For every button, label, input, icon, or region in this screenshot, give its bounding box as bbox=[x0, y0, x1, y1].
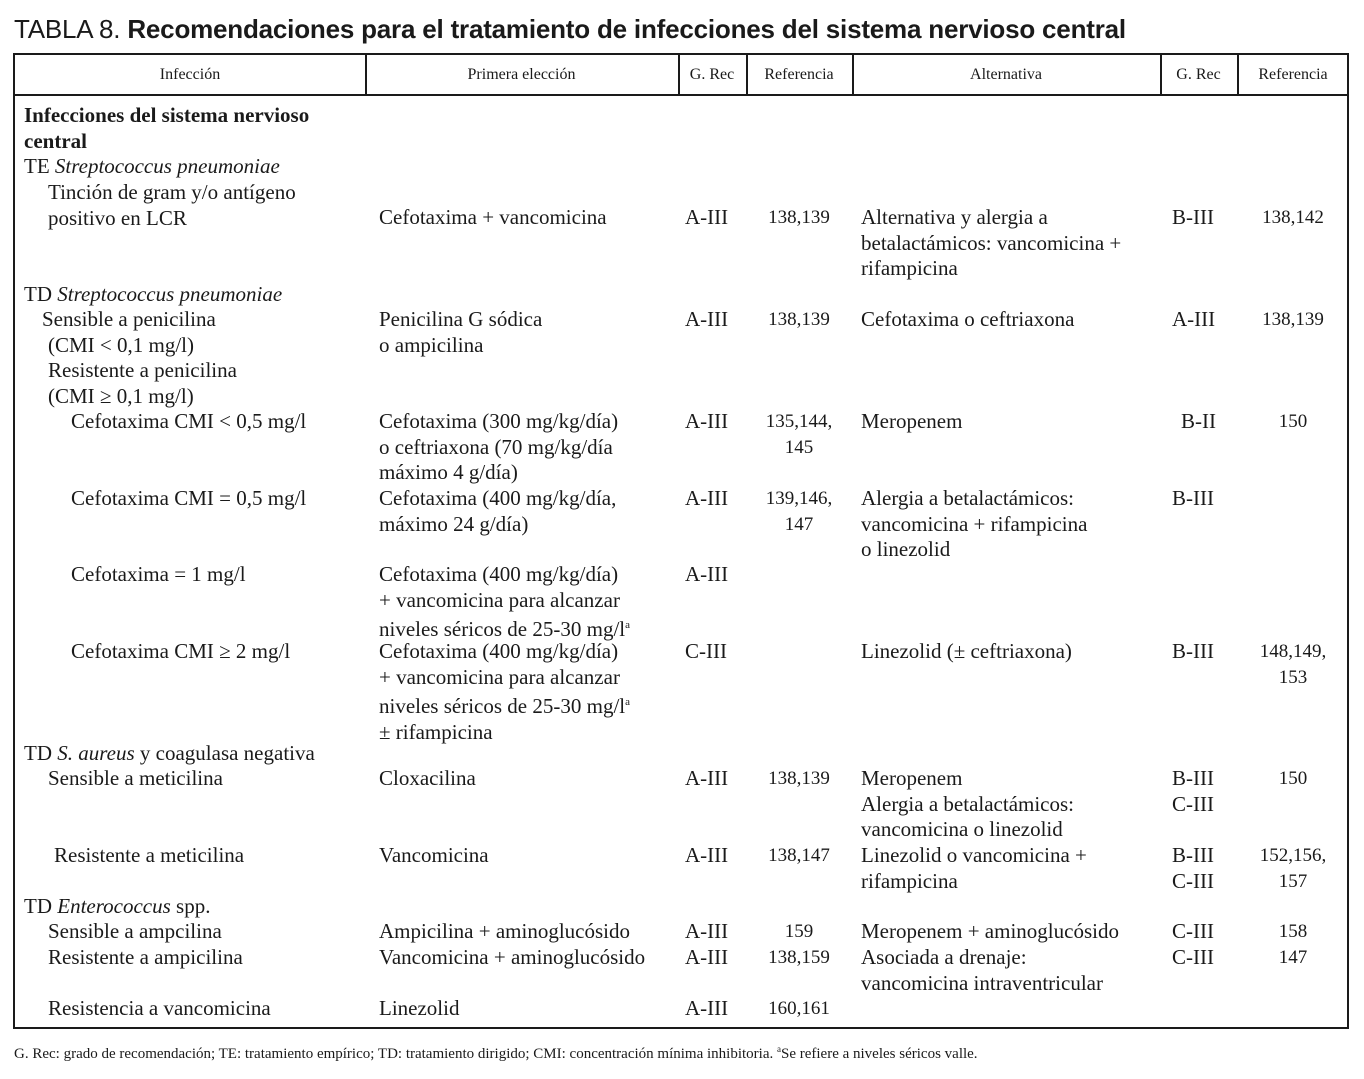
first-choice-cmi-ge-2: Cefotaxima (400 mg/kg/día) + vancomicina para alcanzar niveles séricos de 25-30 $mg/l^a$ ± rifampicina bbox=[379, 639, 631, 744]
ref-cmi-lt-05: 135,144, 145 bbox=[765, 411, 833, 458]
alt-grade-sensible-ampicilina: C-III bbox=[1172, 919, 1214, 943]
header-grado-rec: G. Rec bbox=[689, 66, 735, 83]
alt-ref-cmi-ge-2: 148,149, 153 bbox=[1259, 641, 1327, 688]
table-title bbox=[14, 14, 1126, 45]
infection-sensible-ampicilina: Sensible a ampcilina bbox=[48, 919, 222, 943]
first-choice-cmi-eq-05: Cefotaxima (400 mg/kg/día, máximo 24 g/día) bbox=[379, 486, 617, 536]
alt-ref-sensible-meticilina: 150 bbox=[1278, 768, 1308, 789]
infection-resistencia-vancomicina: Resistencia a vancomicina bbox=[48, 996, 271, 1020]
alternative-tincion: Alternativa y alergia a betalactámicos: vancomicina + rifampicina bbox=[861, 205, 1122, 280]
alternative-resistente-meticilina: Linezolid o vancomicina + rifampicina bbox=[861, 843, 1087, 893]
grade-cmi-lt-05: A-III bbox=[685, 409, 729, 433]
alt-grade-resistente-meticilina: B-III C-III bbox=[1172, 843, 1214, 893]
first-choice-sensible-penicilina: Penicilina G sódica o ampicilina bbox=[379, 307, 543, 357]
infection-cmi-1: Cefotaxima = 1 mg/l bbox=[71, 562, 246, 586]
infection-resistente-ampicilina: Resistente a ampicilina bbox=[48, 945, 243, 969]
infection-sensible-meticilina: Sensible a meticilina bbox=[48, 766, 223, 790]
alt-ref-tincion: 138,142 bbox=[1262, 207, 1324, 228]
table-number: TABLA 8. bbox=[14, 14, 121, 44]
alt-grade-resistente-ampicilina: C-III bbox=[1172, 945, 1214, 969]
ref-tincion: 138,139 bbox=[768, 207, 830, 228]
alt-grade-sensible-penicilina: A-III bbox=[1172, 307, 1216, 331]
grade-cmi-1: A-III bbox=[685, 562, 729, 586]
alt-ref-resistente-ampicilina: 147 bbox=[1278, 947, 1308, 968]
alt-grade-cmi-eq-05: B-III bbox=[1172, 486, 1214, 510]
ref-resistente-ampicilina: 138,159 bbox=[768, 947, 830, 968]
recommendations-table bbox=[13, 53, 1349, 1029]
grade-sensible-meticilina: A-III bbox=[685, 766, 729, 790]
alt-grade-cmi-ge-2: B-III bbox=[1172, 639, 1214, 663]
alt-grade-cmi-lt-05: B-II bbox=[1181, 409, 1216, 433]
section-title: Infecciones del sistema nervioso central bbox=[24, 103, 310, 153]
ref-resistente-meticilina: 138,147 bbox=[768, 845, 830, 866]
alternative-cmi-lt-05: Meropenem bbox=[861, 409, 963, 433]
header-divider bbox=[15, 94, 1347, 96]
group-td-pneumoniae: TD Streptococcus pneumoniae bbox=[24, 282, 283, 306]
first-choice-tincion: Cefotaxima + vancomicina bbox=[379, 205, 607, 229]
grade-sensible-penicilina: A-III bbox=[685, 307, 729, 331]
grade-resistente-ampicilina: A-III bbox=[685, 945, 729, 969]
first-choice-cmi-1: Cefotaxima (400 mg/kg/día) + vancomicina para alcanzar niveles séricos de 25-30 $mg/l^a$ bbox=[379, 562, 631, 641]
alt-grade-sensible-meticilina: B-III C-III bbox=[1172, 766, 1214, 816]
infection-cmi-ge-2: Cefotaxima CMI ≥ 2 mg/l bbox=[71, 639, 291, 663]
table-title-text: Recomendaciones para el tratamiento de infecciones del sistema nervioso central bbox=[127, 14, 1126, 44]
first-choice-resistente-ampicilina: Vancomicina + aminoglucósido bbox=[379, 945, 646, 969]
first-choice-cmi-lt-05: Cefotaxima (300 mg/kg/día) o ceftriaxona (70 mg/kg/día máximo 4 g/día) bbox=[379, 409, 619, 484]
alt-ref-sensible-penicilina: 138,139 bbox=[1262, 309, 1324, 330]
alternative-cmi-ge-2: Linezolid (± ceftriaxona) bbox=[861, 639, 1072, 663]
first-choice-sensible-ampicilina: Ampicilina + aminoglucósido bbox=[379, 919, 630, 943]
header-referencia: Referencia bbox=[764, 66, 834, 83]
header-referencia-alt: Referencia bbox=[1258, 66, 1328, 83]
infection-sensible-penicilina: Sensible a penicilina (CMI < 0,1 mg/l) bbox=[42, 307, 216, 357]
group-te-pneumoniae: TE Streptococcus pneumoniae bbox=[24, 154, 280, 178]
header-primera-eleccion: Primera elección bbox=[467, 66, 576, 83]
infection-resistente-meticilina: Resistente a meticilina bbox=[54, 843, 245, 867]
ref-sensible-penicilina: 138,139 bbox=[768, 309, 830, 330]
alternative-resistente-ampicilina: Asociada a drenaje: vancomicina intraventricular bbox=[861, 945, 1103, 995]
alt-ref-resistente-meticilina: 152,156, 157 bbox=[1259, 845, 1327, 892]
alt-ref-sensible-ampicilina: 158 bbox=[1278, 921, 1308, 942]
infection-resistente-penicilina: Resistente a penicilina (CMI ≥ 0,1 mg/l) bbox=[48, 358, 237, 408]
group-td-aureus: TD S. aureus y coagulasa negativa bbox=[24, 741, 315, 765]
first-choice-resistente-meticilina: Vancomicina bbox=[379, 843, 489, 867]
footnote: G. Rec: grado de recomendación; TE: tratamiento empírico; TD: tratamiento dirigido; CMI: concentración mínima inhibitoria. $^a$Se refiere a niveles séricos valle. bbox=[14, 1044, 978, 1062]
grade-sensible-ampicilina: A-III bbox=[685, 919, 729, 943]
alternative-cmi-eq-05: Alergia a betalactámicos: vancomicina + rifampicina o linezolid bbox=[861, 486, 1088, 561]
grade-tincion: A-III bbox=[685, 205, 729, 229]
group-td-enterococcus: TD Enterococcus spp. bbox=[24, 894, 211, 918]
infection-cmi-lt-05: Cefotaxima CMI < 0,5 mg/l bbox=[71, 409, 307, 433]
infection-tincion: Tinción de gram y/o antígeno positivo en LCR bbox=[48, 180, 296, 230]
alt-ref-cmi-lt-05: 150 bbox=[1278, 411, 1308, 432]
grade-resistente-meticilina: A-III bbox=[685, 843, 729, 867]
first-choice-sensible-meticilina: Cloxacilina bbox=[379, 766, 476, 790]
grade-cmi-ge-2: C-III bbox=[685, 639, 727, 663]
header-alternativa: Alternativa bbox=[970, 66, 1042, 83]
alt-grade-tincion: B-III bbox=[1172, 205, 1214, 229]
header-infeccion: Infección bbox=[159, 66, 221, 83]
alternative-sensible-ampicilina: Meropenem + aminoglucósido bbox=[861, 919, 1119, 943]
grade-cmi-eq-05: A-III bbox=[685, 486, 729, 510]
ref-sensible-ampicilina: 159 bbox=[784, 921, 814, 942]
ref-sensible-meticilina: 138,139 bbox=[768, 768, 830, 789]
first-choice-resistencia-vancomicina: Linezolid bbox=[379, 996, 460, 1020]
alternative-sensible-penicilina: Cefotaxima o ceftriaxona bbox=[861, 307, 1075, 331]
alternative-sensible-meticilina: Meropenem Alergia a betalactámicos: vancomicina o linezolid bbox=[861, 766, 1075, 841]
ref-cmi-eq-05: 139,146, 147 bbox=[765, 488, 833, 535]
infection-cmi-eq-05: Cefotaxima CMI = 0,5 mg/l bbox=[71, 486, 307, 510]
grade-resistencia-vancomicina: A-III bbox=[685, 996, 729, 1020]
ref-resistencia-vancomicina: 160,161 bbox=[768, 998, 830, 1019]
header-grado-rec-alt: G. Rec bbox=[1176, 66, 1221, 83]
